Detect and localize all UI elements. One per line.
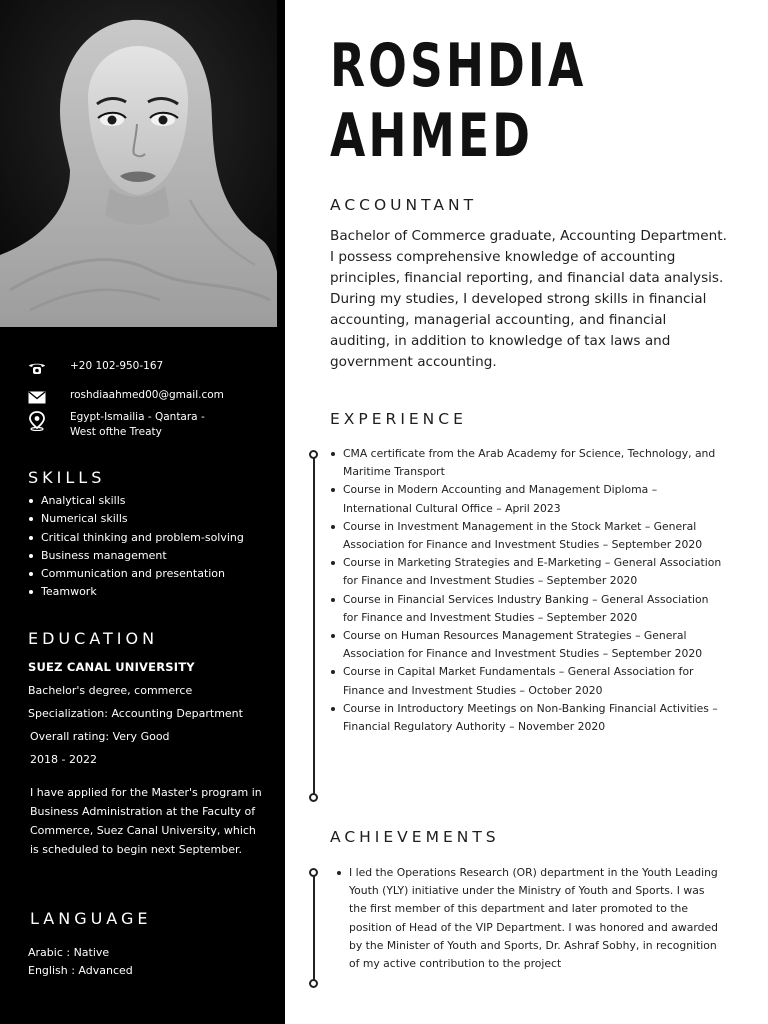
education-heading: EDUCATION xyxy=(28,629,159,648)
list-item: Teamwork xyxy=(28,583,244,601)
timeline-dot xyxy=(309,450,318,459)
timeline-dot xyxy=(309,868,318,877)
address-text: Egypt-Ismailia - Qantara - West ofthe Treaty xyxy=(70,411,205,438)
contact-address xyxy=(26,410,210,440)
phone-icon xyxy=(26,359,48,377)
job-title: ACCOUNTANT xyxy=(330,196,478,214)
timeline-dot xyxy=(309,793,318,802)
list-item: Course on Human Resources Management Strategies – General Association for Finance and Investment Studies – September 2020 xyxy=(330,627,722,663)
rating-text: Overall rating: Very Good xyxy=(30,730,170,743)
profile-summary: Bachelor of Commerce graduate, Accounting Department. I possess comprehensive knowledge of accounting principles, financial reporting, and financial data analysis. During my studies, I developed strong skills in financial accounting, managerial accounting, and financial auditing, in addition to knowledge of tax laws and government accounting. xyxy=(330,228,727,370)
achievements-list xyxy=(336,864,722,973)
sidebar xyxy=(0,0,285,1024)
skills-list xyxy=(28,492,244,602)
list-item: Course in Marketing Strategies and E-Marketing – General Association for Finance and Investment Studies – September 2020 xyxy=(330,554,722,590)
list-item: Analytical skills xyxy=(28,492,244,510)
profile-photo xyxy=(0,0,277,327)
experience-list xyxy=(330,445,722,736)
list-item: Course in Modern Accounting and Management Diploma – International Cultural Office – April 2023 xyxy=(330,481,722,517)
list-item: Course in Introductory Meetings on Non-Banking Financial Activities – Financial Regulatory Authority – November 2020 xyxy=(330,700,722,736)
list-item: Course in Financial Services Industry Banking – General Association for Finance and Investment Studies – September 2020 xyxy=(330,591,722,627)
university-name: SUEZ CANAL UNIVERSITY xyxy=(28,660,195,674)
specialization-text: Specialization: Accounting Department xyxy=(28,707,243,720)
years-text: 2018 - 2022 xyxy=(30,753,97,766)
list-item: Business management xyxy=(28,547,244,565)
list-item: CMA certificate from the Arab Academy for Science, Technology, and Maritime Transport xyxy=(330,445,722,481)
degree-text: Bachelor's degree, commerce xyxy=(28,684,193,697)
envelope-icon xyxy=(26,388,48,406)
list-item: Course in Investment Management in the Stock Market – General Association for Finance and Investment Studies – September 2020 xyxy=(330,518,722,554)
achievements-timeline-line xyxy=(313,874,315,982)
language-heading: LANGUAGE xyxy=(30,909,152,928)
achievements-heading: ACHIEVEMENTS xyxy=(330,828,500,846)
list-item: Numerical skills xyxy=(28,510,244,528)
contact-email xyxy=(26,388,224,406)
phone-number[interactable]: +20 102-950-167 xyxy=(70,360,164,372)
list-item: Critical thinking and problem-solving xyxy=(28,529,244,547)
email-address[interactable]: roshdiaahmed00@gmail.com xyxy=(70,389,224,401)
list-item: Communication and presentation xyxy=(28,565,244,583)
language-item: English : Advanced xyxy=(28,964,133,977)
first-name: ROSHDIA xyxy=(330,31,587,101)
masters-note: I have applied for the Master's program in Business Administration at the Faculty of Commerce, Suez Canal University, which is scheduled to begin next September. xyxy=(30,786,262,856)
list-item: Course in Capital Market Fundamentals – General Association for Finance and Investment Studies – October 2020 xyxy=(330,663,722,699)
language-item: Arabic : Native xyxy=(28,946,110,959)
last-name: AHMED xyxy=(330,101,534,171)
contact-phone xyxy=(26,359,220,377)
portrait-image xyxy=(0,0,277,327)
location-pin-icon xyxy=(26,410,48,432)
skills-heading: SKILLS xyxy=(28,468,106,487)
experience-heading: EXPERIENCE xyxy=(330,410,467,428)
list-item: I led the Operations Research (OR) department in the Youth Leading Youth (YLY) initiative under the Ministry of Youth and Sports. I was the first member of this department and later promoted to the position of Head of the VIP Department. I was honored and awarded by the Minister of Youth and Sports, Dr. Ashraf Sobhy, in recognition of my active contribution to the project xyxy=(336,864,722,973)
timeline-dot xyxy=(309,979,318,988)
experience-timeline-line xyxy=(313,456,315,796)
